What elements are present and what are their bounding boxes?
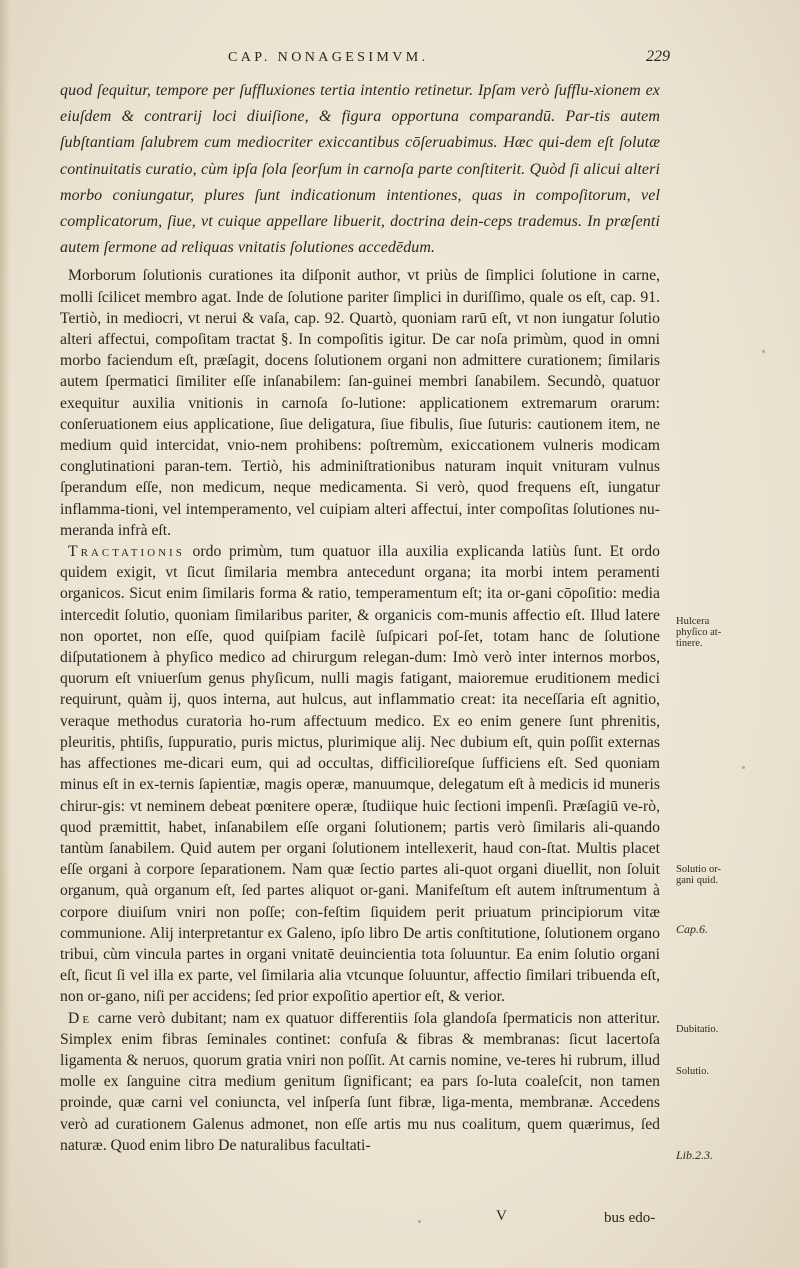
catchword: bus edo-	[604, 1210, 656, 1226]
paragraph-text: carne verò dubitant; nam ex quatuor differentiis ſola glandoſa ſpermaticis non atteritur. Simplex enim fibras ſeminales continet: confuſa & fibras & membranas: ſicut lacertoſa ligamenta & neruos, quorum gratia vniri non poſſit. At carnis nomine, ve-teres hi rubrum, illud molle ex ſanguine citra medium genitum ſignificant; ea pars ſo-luta coaleſcit, non tamen proinde, quæ carni vel coniuncta, vel inſperſa ſunt fibræ, liga-menta, membranæ. Accedens verò ad curationem Galenus admonet, non eſſe artis mu nus coalitum, quem quærimus, ſed naturæ. Quod enim libro De naturalibus facultati-	[60, 1009, 660, 1154]
paper-speck	[418, 1220, 421, 1223]
paragraph-lead: De	[68, 1009, 93, 1027]
margin-note: Hulcera phyſico at- tinere.	[676, 616, 722, 649]
main-text	[60, 78, 660, 1156]
margin-note: Dubitatio.	[676, 1024, 719, 1035]
margin-note: Solutio or- gani quid.	[676, 864, 721, 886]
page-number: 229	[646, 48, 670, 65]
commentary-paragraph-2	[60, 541, 660, 1007]
italic-paragraph: quod ſequitur, tempore per ſuffluxiones tertia intentio retinetur. Ipſam verò ſufflu-xionem ex eiuſdem & contrarij loci diuiſione, & figura opportuna comparandū. Par-tis autem ſubſtantiam ſalubrem cum mediocriter exiccantibus cōſeruabimus. Hæc qui-dem eſt ſolutæ continuitatis curatio, cùm ipſa ſola ſeorſum in carnoſa parte conſtiterit. Quòd ſi alicui alteri morbo coniungatur, plures ſunt indicationum intentiones, quas in compoſitorum, vel complicatorum, ſiue, vt cuique appellare libuerit, doctrina dein-ceps trademus. In præſenti autem ſermone ad reliquas vnitatis ſolutiones accedēdum.	[60, 82, 660, 257]
commentary-paragraph-1	[60, 265, 660, 541]
paragraph-text: ordo primùm, tum quatuor illa auxilia explicanda latiùs ſunt. Et ordo quidem exigit, vt ſicut ſimilaria membra antecedunt organa; ita morbi intem peramenti organicos. Sicut enim ſimilaris forma & ratio, temperamentum eſt; ita or-gani cōpoſitio: media intercedit ſolutio, quoniam ſimilaribus pariter, & organicis com-munis affectio eſt. Illud latere non oportet, non eſſe, quod quiſpiam facilè ſuſpicari poſ-ſet, totam hanc de ſolutione diſputationem à phyſico medico ad chirurgum relegan-dum: Imò verò inter internos morbos, quorum eſt vniuerſum genus phyſicum, nulli magis fatigant, maioremue eruditionem medici requirunt, quàm ij, quos interna, aut hulcus, aut inflammatio creat: ita neceſſaria eſt agnitio, veraque methodus curatoria ho-rum affectuum medico. Ex eo enim genere ſunt phrenitis, pleuritis, phtiſis, ſuppuratio, puris mictus, plurimique alij. Nec dubium eſt, quin poſſit externas has affectiones me-dicari eum, qui ad occultas, difficilioreſque ſufficiens eſt. Sed quoniam minus eſt in ex-ternis ſapientiæ, magis operæ, manuumque, delegatum eſt à medicis id muneris chirur-gis: vt neminem debeat pœnitere operæ, ſtudiique huic ſectioni impenſi. Præſagiū ve-rò, quod præmittit, habet, inſanabilem eſſe organi ſolutionem; partis verò ſimilaris ali-quando tantùm ſanabilem. Quid autem per organi ſolutionem intellexerit, haud con-ſtat. Multis placet eſſe organi à corpore ſeparationem. Nam quæ ſectio partes ali-quot organi diuellit, non ſoluit organum, quà organum eſt, ſed partes aliquot or-gani. Manifeſtum eſt autem inſtrumentum à corpore diuiſum vniri non poſſe; con-feſtim ſiquidem perit priuatum principiorum vitæ communione. Alij interpretantur ex Galeno, ipſo libro De artis conſtitutione, ſolutionem organo tribui, cùm vincula partes in organi vnitatē deuincientia tota ſoluuntur. Ea enim ſolutio organi eſt, ſicut ſi vel illa ex parte, vel ſimilaria alia vtcunque ſoluuntur, affectio ſimilari tribuenda eſt, non or-gano, niſi per accidens; ſed prior expoſitio apertior eſt, & verior.	[60, 543, 660, 1006]
commentary	[60, 265, 660, 1156]
paper-speck	[742, 766, 745, 769]
page-gutter	[0, 0, 10, 1268]
signature-mark: V	[496, 1208, 507, 1224]
running-title: CAP. NONAGESIMVM.	[228, 50, 429, 65]
paragraph-lead: Tractationis	[68, 543, 185, 561]
commentary-paragraph-3	[60, 1008, 660, 1156]
margin-note: Solutio.	[676, 1066, 709, 1077]
margin-note: Cap.6.	[676, 922, 709, 936]
paragraph-text: Morborum ſolutionis curationes ita diſponit author, vt priùs de ſimplici ſolutione in carne, molli ſcilicet membro agat. Inde de ſolutione pariter ſimplici in duriſſimo, quale os eſt, cap. 91. Tertiò, in mediocri, vt nerui & vaſa, cap. 92. Quartò, quoniam rarū eſt, vt non iungatur ſolutio alteri affectui, compoſitam tractat §. In compoſitis igitur. De car noſa primùm, quod in omni morbo faciendum eſt, præſagit, docens ſolutionem organi non admittere curationem; ſimilaris autem ſpermatici ſimiliter eſſe inſanabilem: ſan-guinei membri ſanabilem. Secundò, quatuor exequitur auxilia vnitionis in carnoſa ſo-lutione: applicationem extremarum orarum: conſeruationem eius applicatione, ſiue deligatura, ſiue fibulis, ſiue ſuturis: cautionem item, ne medium quid intercidat, vnio-nem prohibens: poſtremùm, exiccationem vulneris modicam conglutinationi paran-tem. Tertiò, his adminiſtrationibus naturam inquit vnituram vulnus ſperandum eſſe, non medicum, neque medicamenta. Si verò, quod frequens eſt, iungatur inflamma-tioni, vel intemperamento, vel cuipiam alteri affectui, inter compoſitas ſolutiones nu-meranda infrà eſt.	[60, 267, 660, 539]
paper-speck	[762, 350, 765, 353]
margin-note: Lib.2.3.	[676, 1148, 714, 1162]
page-header	[0, 50, 800, 72]
